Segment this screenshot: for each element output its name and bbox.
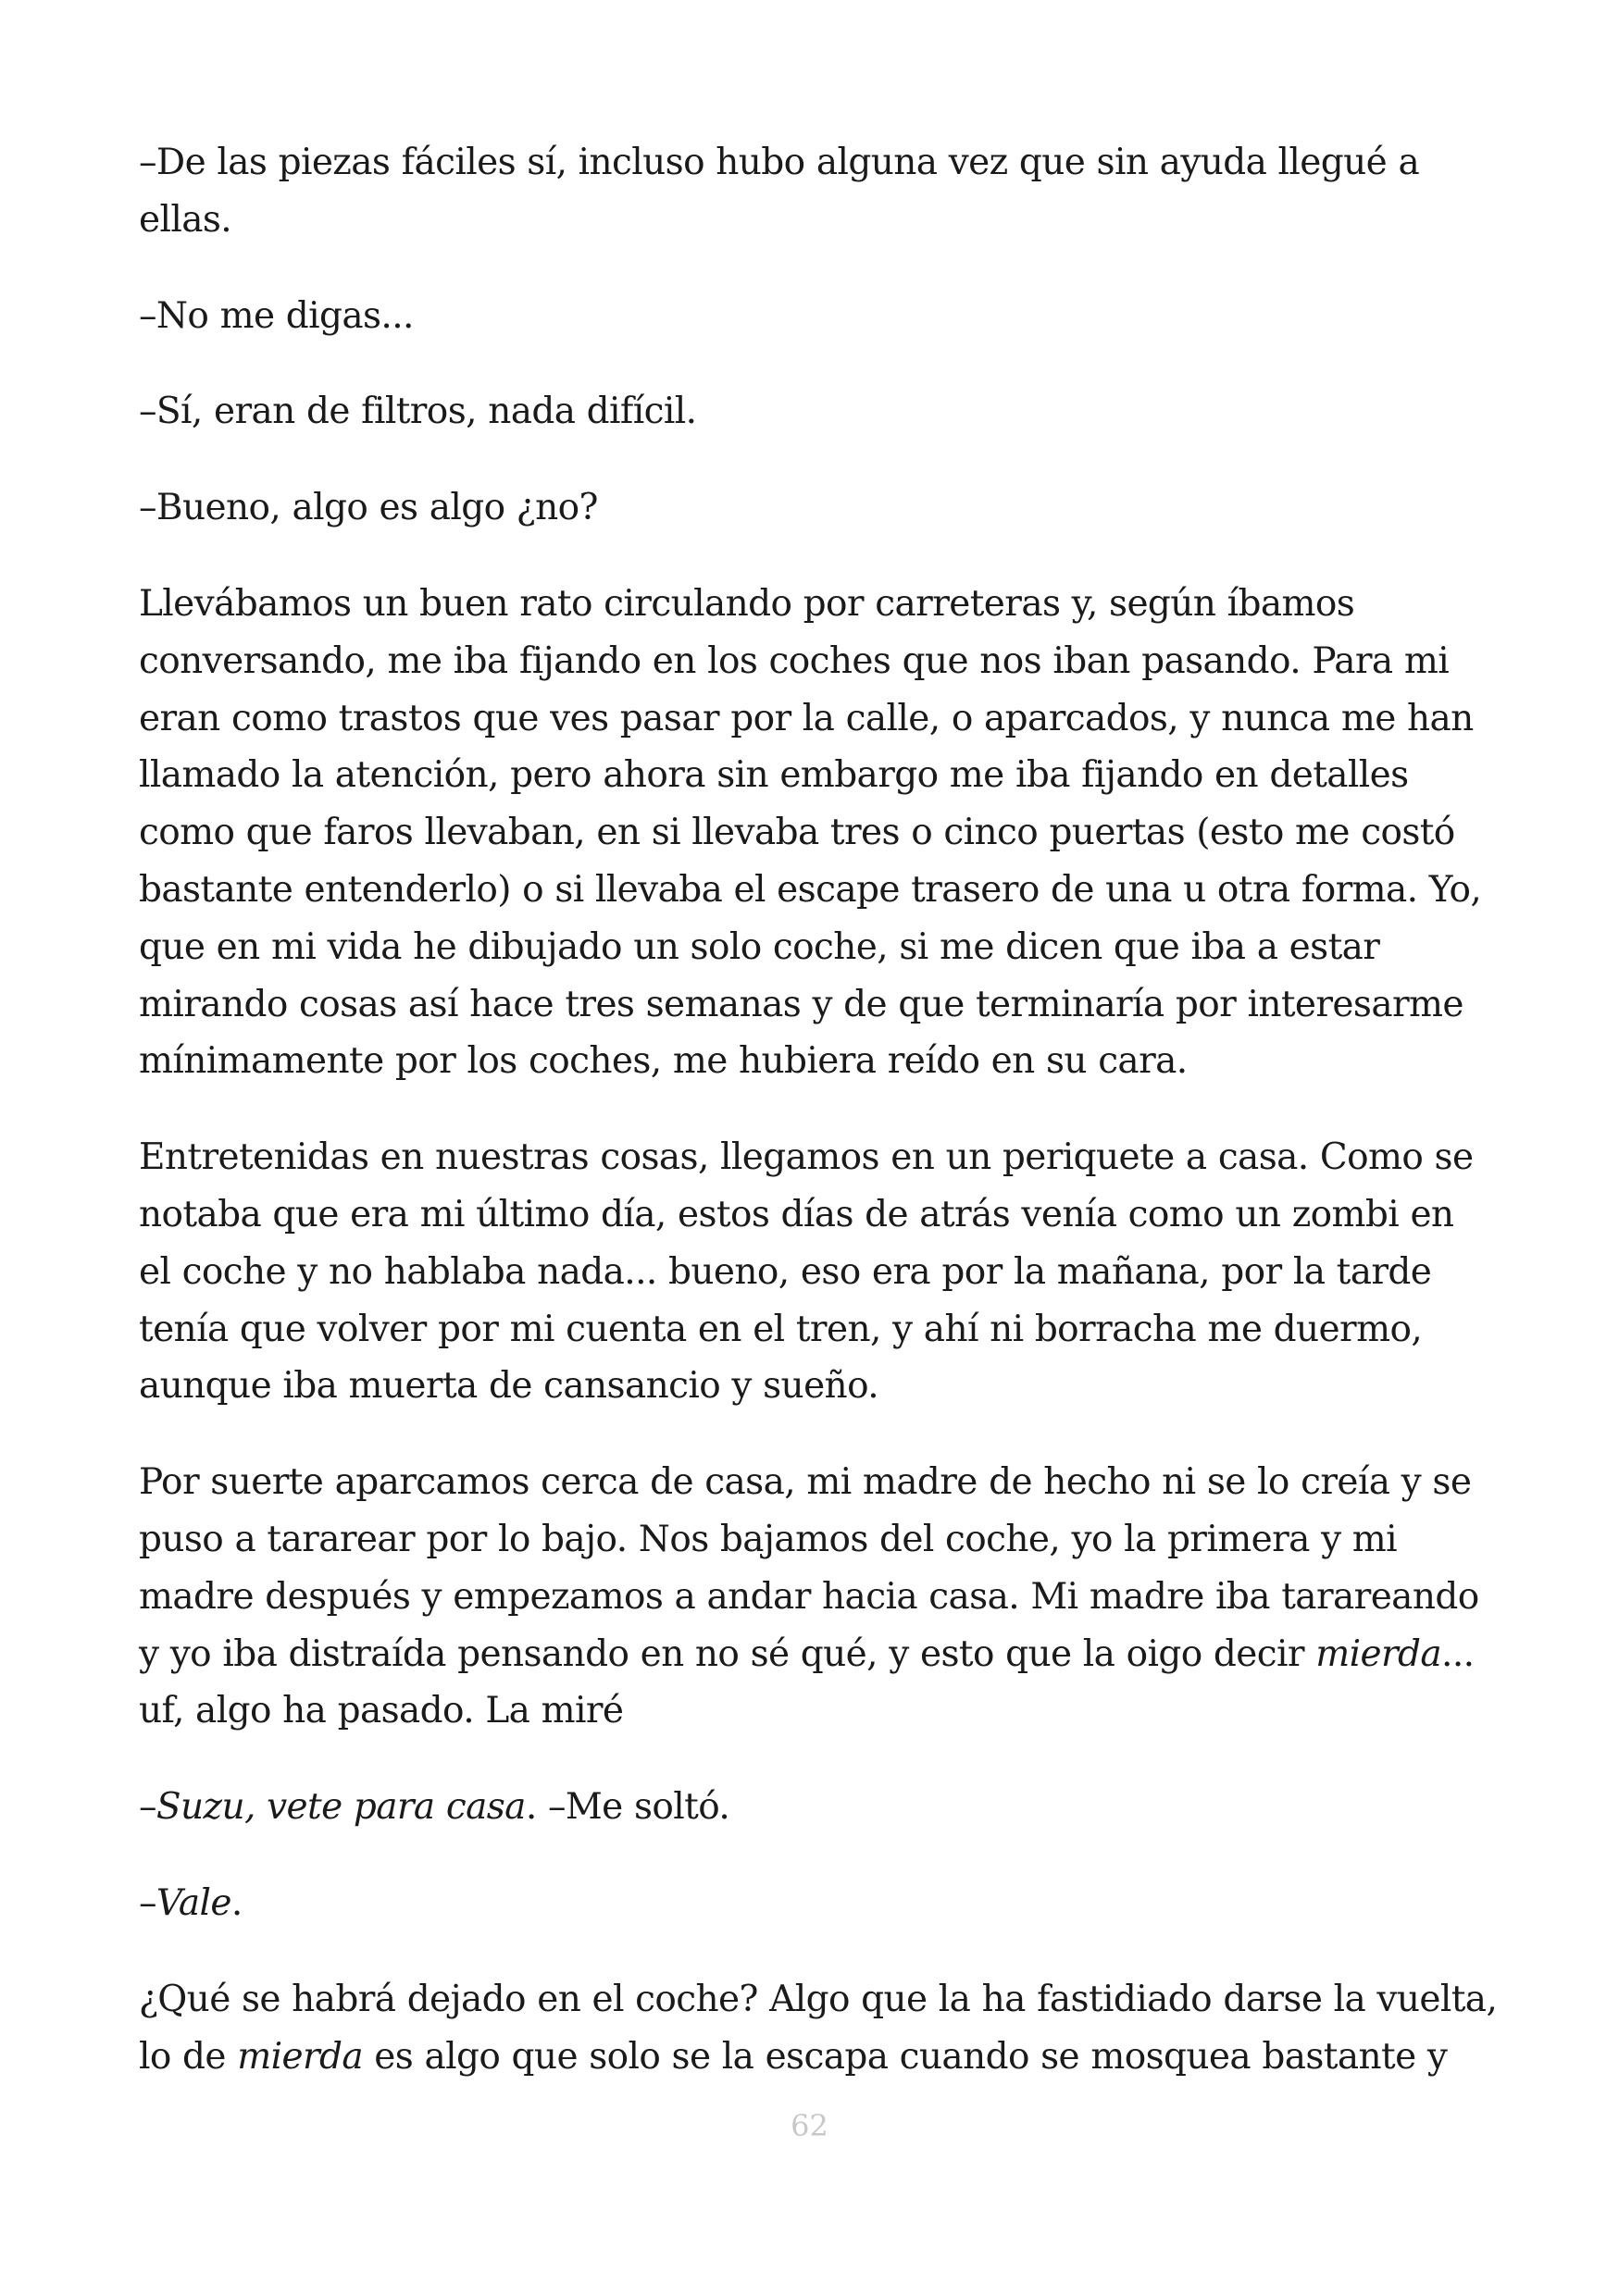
paragraph-dialogue-1	[139, 134, 1500, 249]
text-segment: y yo iba distraída pensando en no sé qué, y esto que la oigo decir	[139, 1632, 1316, 1675]
dialogue-dash: –	[139, 1881, 156, 1924]
text-line	[139, 2029, 1500, 2086]
paragraph-narration-2	[139, 1129, 1500, 1415]
text-line: –Sí, eran de filtros, nada difícil.	[139, 391, 697, 433]
text-line: Por suerte aparcamos cerca de casa, mi madre de hecho ni se lo creía y se	[139, 1461, 1472, 1504]
text-line: notaba que era mi último día, estos días de atrás venía como un zombi en	[139, 1193, 1454, 1235]
italic-word: mierda	[1315, 1632, 1442, 1675]
dialogue-dash: –	[139, 1786, 156, 1829]
text-line: –No me digas...	[139, 294, 414, 337]
text-segment: es algo que solo se la escapa cuando se mosquea bastante y	[363, 2035, 1448, 2078]
text-line: puso a tararear por lo bajo. Nos bajamos del coche, yo la primera y mi	[139, 1518, 1398, 1560]
text-line: Llevábamos un buen rato circulando por carreteras y, según íbamos	[139, 582, 1355, 625]
italic-speech: Suzu, vete para casa	[156, 1786, 526, 1829]
text-line: eran como trastos que ves pasar por la calle, o aparcados, y nunca me han	[139, 697, 1474, 739]
text-line: llamado la atención, pero ahora sin embargo me iba fijando en detalles	[139, 754, 1409, 797]
paragraph-dialogue-4	[139, 479, 1500, 537]
text-segment: .	[230, 1881, 243, 1924]
text-line: madre después y empezamos a andar hacia casa. Mi madre iba tarareando	[139, 1575, 1479, 1618]
paragraph-dialogue-2	[139, 288, 1500, 345]
text-line: mínimamente por los coches, me hubiera reído en su cara.	[139, 1040, 1188, 1083]
text-line: mirando cosas así hace tres semanas y de que terminaría por interesarme	[139, 983, 1463, 1025]
text-line	[139, 1875, 1500, 1932]
text-line: bastante entenderlo) o si llevaba el escape trasero de una u otra forma. Yo,	[139, 868, 1482, 911]
text-line: ellas.	[139, 198, 232, 241]
text-segment: ...	[1441, 1632, 1475, 1675]
paragraph-dialogue-6	[139, 1875, 1500, 1932]
italic-word: mierda	[237, 2035, 363, 2078]
paragraph-narration-1	[139, 576, 1500, 1090]
text-line: tenía que volver por mi cuenta en el tren, y ahí ni borracha me duermo,	[139, 1308, 1423, 1350]
text-line: el coche y no hablaba nada... bueno, eso era por la mañana, por la tarde	[139, 1250, 1432, 1293]
text-line: como que faros llevaban, en si llevaba tres o cinco puertas (esto me costó	[139, 812, 1455, 854]
text-line	[139, 1626, 1500, 1683]
text-line: ¿Qué se habrá dejado en el coche? Algo que la ha fastidiado darse la vuelta,	[139, 1978, 1498, 2020]
text-line: uf, algo ha pasado. La miré	[139, 1690, 624, 1732]
body-text	[139, 134, 1500, 2124]
text-line: aunque iba muerta de cansancio y sueño.	[139, 1365, 879, 1408]
text-line: que en mi vida he dibujado un solo coche, si me dicen que iba a estar	[139, 925, 1380, 968]
paragraph-narration-3	[139, 1454, 1500, 1740]
text-line: –Bueno, algo es algo ¿no?	[139, 487, 598, 529]
text-segment: lo de	[139, 2035, 238, 2078]
paragraph-dialogue-3	[139, 383, 1500, 441]
italic-speech: Vale	[156, 1881, 231, 1924]
text-line	[139, 1779, 1500, 1836]
text-segment: . –Me soltó.	[525, 1786, 730, 1829]
paragraph-dialogue-5	[139, 1779, 1500, 1836]
text-line: –De las piezas fáciles sí, incluso hubo alguna vez que sin ayuda llegué a	[139, 142, 1420, 183]
page-number: 62	[791, 2108, 828, 2143]
paragraph-narration-4	[139, 1971, 1500, 2086]
text-line: Entretenidas en nuestras cosas, llegamos en un periquete a casa. Como se	[139, 1136, 1474, 1179]
text-line: conversando, me iba fijando en los coches que nos iban pasando. Para mi	[139, 639, 1450, 682]
